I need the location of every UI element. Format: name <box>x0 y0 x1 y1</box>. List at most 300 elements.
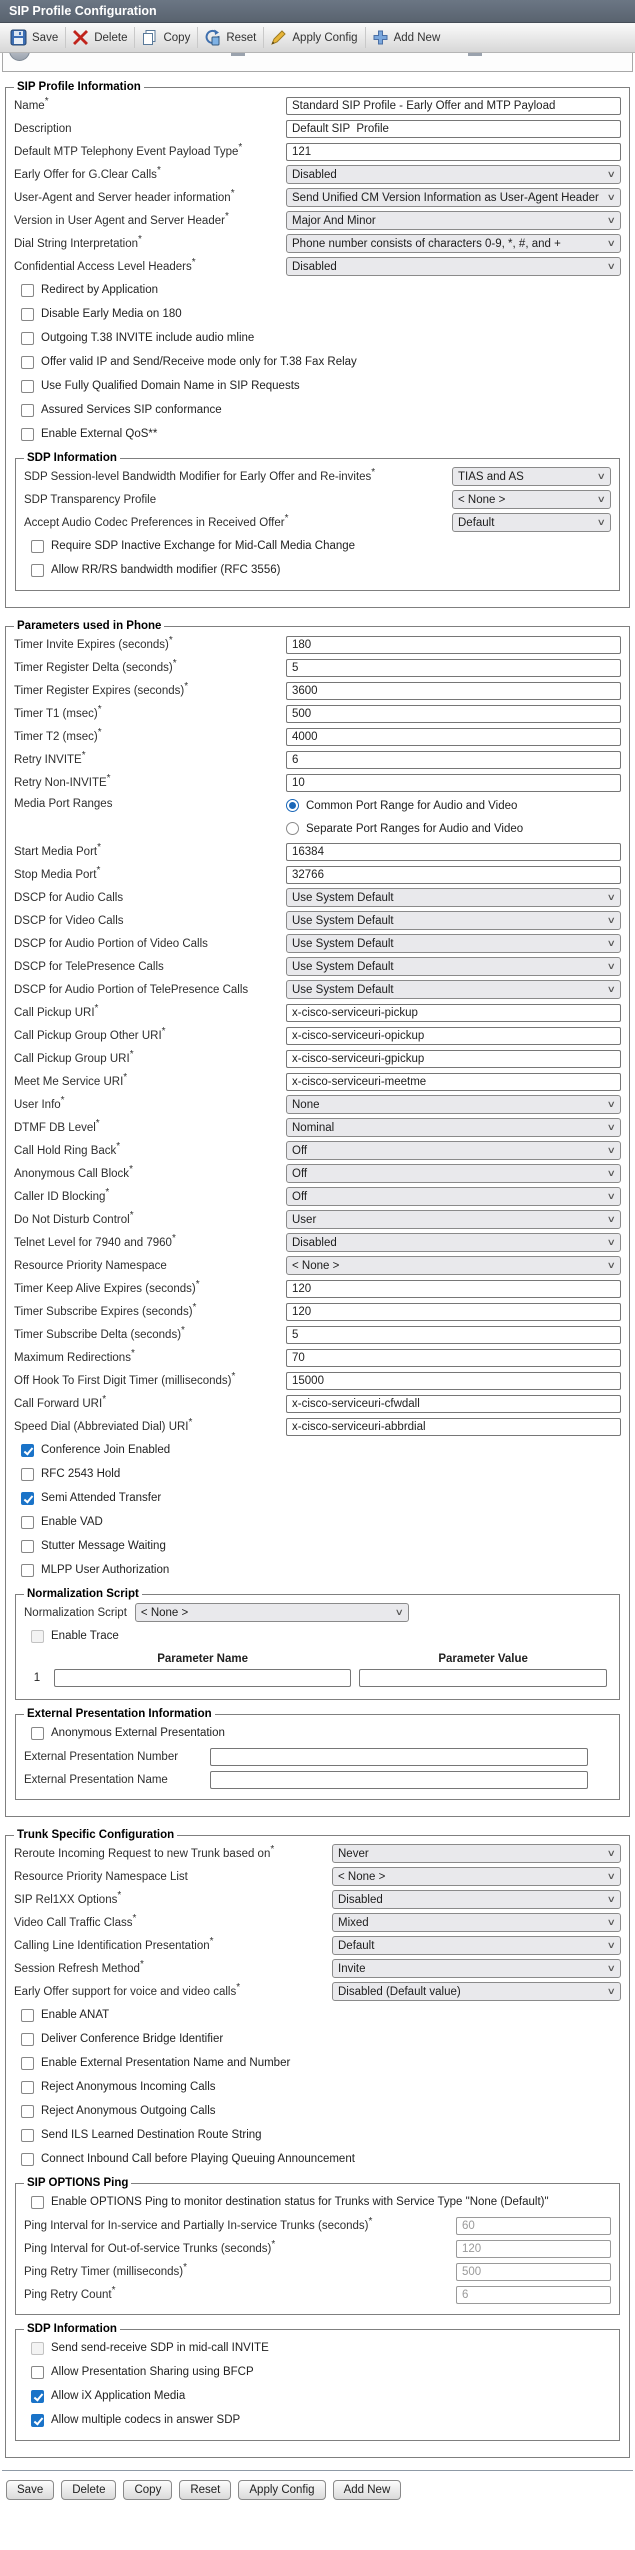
delete-button-bottom[interactable]: Delete <box>61 2480 116 2500</box>
field-label: Video Call Traffic Class* <box>14 1912 137 1929</box>
field-row <box>14 909 621 932</box>
field-label: Retry INVITE* <box>14 749 86 766</box>
speed-dial-abbreviated-dial-uri-input[interactable] <box>286 1418 621 1436</box>
semi-attended-transfer-checkbox[interactable] <box>21 1492 34 1505</box>
field-row <box>14 1300 621 1323</box>
timer-register-delta-seconds-input[interactable] <box>286 659 621 677</box>
timer-subscribe-expires-seconds-input[interactable] <box>286 1303 621 1321</box>
field-label: Media Port Ranges <box>14 798 113 810</box>
chevron-down-icon: ∨ <box>607 1260 617 1270</box>
select-value: Off <box>292 1167 308 1180</box>
section-normalization-script <box>15 1588 620 1700</box>
checkbox-row <box>14 398 621 422</box>
dscp-for-audio-portion-of-video-calls-select[interactable] <box>286 934 621 953</box>
send-ils-learned-destination-route-string-checkbox[interactable] <box>21 2129 34 2142</box>
field-row <box>14 1070 621 1093</box>
dscp-for-video-calls-select[interactable] <box>286 911 621 930</box>
off-hook-to-first-digit-timer-milliseconds-input[interactable] <box>286 1372 621 1390</box>
checkbox-row <box>14 1534 621 1558</box>
field-row <box>14 771 621 794</box>
chevron-down-icon: ∨ <box>607 1168 617 1178</box>
select-value: Never <box>338 1847 369 1860</box>
dtmf-db-level-select[interactable] <box>286 1118 621 1137</box>
chevron-down-icon: ∨ <box>607 1122 617 1132</box>
field-row <box>14 1162 621 1185</box>
checkbox-row <box>14 2123 621 2147</box>
field-row <box>14 886 621 909</box>
call-pickup-group-other-uri-input[interactable] <box>286 1027 621 1045</box>
checkbox-row <box>14 302 621 326</box>
reset-icon <box>204 29 221 46</box>
field-label: Call Pickup URI* <box>14 1002 99 1019</box>
disable-early-media-on-180-checkbox[interactable] <box>21 308 34 321</box>
checkbox-label: Send ILS Learned Destination Route String <box>41 2129 262 2141</box>
select-value: Disabled <box>292 168 337 181</box>
reset-label: Reset <box>226 31 257 44</box>
reroute-incoming-request-to-new-trunk-based-on-select[interactable] <box>332 1844 621 1863</box>
checkbox-row <box>24 2384 611 2408</box>
confidential-access-level-headers-select[interactable] <box>286 257 621 276</box>
checkbox-label: Reject Anonymous Incoming Calls <box>41 2081 216 2093</box>
field-row <box>14 1415 621 1438</box>
checkbox-label: Enable External Presentation Name and Number <box>41 2057 291 2069</box>
field-label: Speed Dial (Abbreviated Dial) URI* <box>14 1416 193 1433</box>
session-refresh-method-select[interactable] <box>332 1959 621 1978</box>
select-value: < None > <box>458 493 506 506</box>
call-forward-uri-input[interactable] <box>286 1395 621 1413</box>
checkbox-label: Allow Presentation Sharing using BFCP <box>51 2366 254 2378</box>
field-label: SIP Rel1XX Options* <box>14 1889 122 1906</box>
checkbox-label: Allow iX Application Media <box>51 2390 186 2402</box>
field-label: Do Not Disturb Control* <box>14 1209 134 1226</box>
field-label: Resource Priority Namespace <box>14 1259 167 1272</box>
timer-t1-msec-input[interactable] <box>286 705 621 723</box>
dscp-for-telepresence-calls-select[interactable] <box>286 957 621 976</box>
checkbox-label: Conference Join Enabled <box>41 1444 171 1456</box>
checkbox-label: Enable External QoS** <box>41 428 158 440</box>
checkbox-row <box>24 558 611 582</box>
field-label: Call Pickup Group Other URI* <box>14 1025 166 1042</box>
field-label: Call Hold Ring Back* <box>14 1140 121 1157</box>
caller-id-blocking-select[interactable] <box>286 1187 621 1206</box>
select-value: Send Unified CM Version Information as User-Agent Header <box>292 191 599 204</box>
field-label: DSCP for Audio Portion of TelePresence Calls <box>14 983 249 996</box>
section-legend: Trunk Specific Configuration <box>17 1829 175 1841</box>
chevron-down-icon: ∨ <box>607 169 617 179</box>
anonymous-external-presentation-checkbox[interactable] <box>31 1727 44 1740</box>
field-row <box>14 1254 621 1277</box>
checkbox-row <box>14 2147 621 2171</box>
meet-me-service-uri-input[interactable] <box>286 1073 621 1091</box>
select-value: Default <box>458 516 495 529</box>
timer-keep-alive-expires-seconds-input[interactable] <box>286 1280 621 1298</box>
radio-group-row <box>14 794 621 840</box>
field-row <box>14 186 621 209</box>
conference-join-enabled-checkbox[interactable] <box>21 1444 34 1457</box>
footer-buttons <box>0 2471 635 2509</box>
chevron-down-icon: ∨ <box>607 261 617 271</box>
field-label: Call Forward URI* <box>14 1393 107 1410</box>
select-value: TIAS and AS <box>458 470 524 483</box>
common-port-range-for-audio-and-video-radio[interactable] <box>286 799 299 812</box>
field-label: SDP Session-level Bandwidth Modifier for Early Offer and Re-invites* <box>24 466 376 483</box>
field-row <box>14 1185 621 1208</box>
field-label: Confidential Access Level Headers* <box>14 256 196 273</box>
checkbox-label: Enable OPTIONS Ping to monitor destination status for Trunks with Service Type "None (Default)" <box>51 2196 549 2208</box>
call-pickup-group-uri-input[interactable] <box>286 1050 621 1068</box>
select-value: Use System Default <box>292 983 394 996</box>
sdp-transparency-profile-select[interactable] <box>452 490 611 509</box>
normalization-script-select[interactable] <box>135 1603 409 1622</box>
chevron-down-icon: ∨ <box>607 1894 617 1904</box>
checkbox-row <box>14 2099 621 2123</box>
chevron-down-icon: ∨ <box>597 494 607 504</box>
call-pickup-uri-input[interactable] <box>286 1004 621 1022</box>
connect-inbound-call-before-playing-queuing-anno-checkbox[interactable] <box>21 2153 34 2166</box>
copy-button-bottom[interactable]: Copy <box>123 2480 172 2500</box>
field-label: Description <box>14 122 72 135</box>
chevron-down-icon: ∨ <box>394 1607 405 1617</box>
field-label: DSCP for Video Calls <box>14 914 124 927</box>
add-new-label: Add New <box>393 31 441 44</box>
section-legend: SIP OPTIONS Ping <box>27 2177 129 2189</box>
field-row <box>24 2237 611 2260</box>
field-label: Timer T2 (msec)* <box>14 726 102 743</box>
timer-register-expires-seconds-input[interactable] <box>286 682 621 700</box>
sip-rel1xx-options-select[interactable] <box>332 1890 621 1909</box>
field-label: Name* <box>14 95 49 112</box>
user-info-select[interactable] <box>286 1095 621 1114</box>
user-agent-and-server-header-information-select[interactable] <box>286 188 621 207</box>
parameter-name-input[interactable] <box>54 1669 351 1687</box>
checkbox-row <box>14 1438 621 1462</box>
field-label: Maximum Redirections* <box>14 1347 135 1364</box>
select-value: Mixed <box>338 1916 369 1929</box>
select-value: Nominal <box>292 1121 335 1134</box>
field-row <box>14 1980 621 2003</box>
select-value: Invite <box>338 1962 366 1975</box>
field-label: Timer Subscribe Delta (seconds)* <box>14 1324 185 1341</box>
field-label: Timer Register Delta (seconds)* <box>14 657 177 674</box>
save-button[interactable] <box>6 27 66 48</box>
field-row <box>14 140 621 163</box>
enable-options-ping-to-monitor-destination-statu-checkbox[interactable] <box>31 2196 44 2209</box>
video-call-traffic-class-select[interactable] <box>332 1913 621 1932</box>
mlpp-user-authorization-checkbox[interactable] <box>21 1564 34 1577</box>
checkbox-row <box>14 1510 621 1534</box>
field-label: User Info* <box>14 1094 65 1111</box>
checkbox-row <box>14 278 621 302</box>
field-label: Start Media Port* <box>14 841 101 858</box>
early-offer-for-g-clear-calls-select[interactable] <box>286 165 621 184</box>
select-value: Disabled <box>338 1893 383 1906</box>
enable-vad-checkbox[interactable] <box>21 1516 34 1529</box>
add-new-button-bottom[interactable]: Add New <box>333 2480 402 2500</box>
field-label: DSCP for TelePresence Calls <box>14 960 164 973</box>
field-label: User-Agent and Server header information* <box>14 187 235 204</box>
description-input[interactable] <box>286 120 621 138</box>
checkbox-row <box>14 1558 621 1582</box>
field-row <box>14 94 621 117</box>
call-hold-ring-back-select[interactable] <box>286 1141 621 1160</box>
section-sdp-information-trunk <box>15 2323 620 2441</box>
dscp-for-audio-calls-select[interactable] <box>286 888 621 907</box>
enable-anat-checkbox[interactable] <box>21 2009 34 2022</box>
retry-invite-input[interactable] <box>286 751 621 769</box>
parameter-row <box>24 1667 611 1689</box>
save-button-bottom[interactable]: Save <box>6 2480 54 2500</box>
clipped-icon <box>9 53 30 61</box>
field-row <box>14 955 621 978</box>
send-send-receive-sdp-in-mid-call-invite-checkbox[interactable] <box>31 2342 44 2355</box>
reset-button[interactable] <box>200 27 264 48</box>
copy-icon <box>141 29 158 46</box>
sdp-session-level-bandwidth-modifier-for-early-o-select[interactable] <box>452 467 611 486</box>
outgoing-t-38-invite-include-audio-mline-checkbox[interactable] <box>21 332 34 345</box>
save-label: Save <box>32 31 59 44</box>
do-not-disturb-control-select[interactable] <box>286 1210 621 1229</box>
field-row <box>14 1346 621 1369</box>
select-value: < None > <box>140 1606 189 1619</box>
checkbox-row <box>14 2051 621 2075</box>
apply-config-button-bottom[interactable]: Apply Config <box>238 2480 325 2500</box>
checkbox-row <box>14 326 621 350</box>
field-row <box>14 1024 621 1047</box>
apply-config-button[interactable] <box>266 27 365 48</box>
field-label: Reroute Incoming Request to new Trunk based on* <box>14 1843 275 1860</box>
reject-anonymous-outgoing-calls-checkbox[interactable] <box>21 2105 34 2118</box>
checkbox-row <box>14 350 621 374</box>
copy-label: Copy <box>163 31 191 44</box>
field-label: Telnet Level for 7940 and 7960* <box>14 1232 176 1249</box>
chevron-down-icon: ∨ <box>607 1940 617 1950</box>
select-value: Disabled (Default value) <box>338 1985 461 1998</box>
deliver-conference-bridge-identifier-checkbox[interactable] <box>21 2033 34 2046</box>
select-value: Off <box>292 1144 308 1157</box>
chevron-down-icon: ∨ <box>607 938 617 948</box>
stutter-message-waiting-checkbox[interactable] <box>21 1540 34 1553</box>
field-label: DTMF DB Level* <box>14 1117 100 1134</box>
field-row <box>14 1865 621 1888</box>
default-mtp-telephony-event-payload-type-input[interactable] <box>286 143 621 161</box>
section-parameters-used-in-phone <box>5 620 630 1817</box>
radio-option <box>286 817 621 840</box>
timer-subscribe-delta-seconds-input[interactable] <box>286 1326 621 1344</box>
add-new-button[interactable] <box>368 27 448 48</box>
early-offer-support-for-voice-and-video-calls-select[interactable] <box>332 1982 621 2001</box>
enable-trace-checkbox[interactable] <box>31 1630 44 1643</box>
ping-retry-timer-milliseconds-input[interactable] <box>456 2263 611 2281</box>
require-sdp-inactive-exchange-for-mid-call-media-checkbox[interactable] <box>31 540 44 553</box>
chevron-down-icon: ∨ <box>607 1099 617 1109</box>
checkbox-row <box>24 1624 611 1648</box>
field-label: Anonymous Call Block* <box>14 1163 133 1180</box>
chevron-down-icon: ∨ <box>607 1871 617 1881</box>
use-fully-qualified-domain-name-in-sip-requests-checkbox[interactable] <box>21 380 34 393</box>
checkbox-row <box>14 1462 621 1486</box>
allow-multiple-codecs-in-answer-sdp-checkbox[interactable] <box>31 2414 44 2427</box>
retry-non-invite-input[interactable] <box>286 774 621 792</box>
field-row <box>14 1093 621 1116</box>
select-value: < None > <box>338 1870 386 1883</box>
field-label: External Presentation Number <box>24 1750 179 1763</box>
field-row <box>14 1392 621 1415</box>
field-label: Default MTP Telephony Event Payload Type* <box>14 141 243 158</box>
parameter-table <box>24 1651 611 1689</box>
resource-priority-namespace-select[interactable] <box>286 1256 621 1275</box>
checkbox-label: Allow multiple codecs in answer SDP <box>51 2414 241 2426</box>
field-row <box>14 1957 621 1980</box>
field-row <box>14 656 621 679</box>
accept-audio-codec-preferences-in-received-offer-select[interactable] <box>452 513 611 532</box>
chevron-down-icon: ∨ <box>607 1986 617 1996</box>
ping-interval-for-out-of-service-trunks-seconds-input[interactable] <box>456 2240 611 2258</box>
field-row <box>24 1745 611 1768</box>
chevron-down-icon: ∨ <box>607 1237 617 1247</box>
chevron-down-icon: ∨ <box>607 915 617 925</box>
reset-button-bottom[interactable]: Reset <box>179 2480 231 2500</box>
start-media-port-input[interactable] <box>286 843 621 861</box>
field-row <box>14 633 621 656</box>
checkbox-row <box>14 374 621 398</box>
field-label: Stop Media Port* <box>14 864 101 881</box>
field-label: Session Refresh Method* <box>14 1958 144 1975</box>
name-input[interactable] <box>286 97 621 115</box>
delete-button[interactable] <box>68 27 135 48</box>
external-presentation-number-input[interactable] <box>210 1748 588 1766</box>
enable-external-qos-checkbox[interactable] <box>21 428 34 441</box>
checkbox-row <box>14 2003 621 2027</box>
field-row <box>14 978 621 1001</box>
copy-button[interactable] <box>137 27 198 48</box>
offer-valid-ip-and-send-receive-mode-only-for-t--checkbox[interactable] <box>21 356 34 369</box>
ping-retry-count-input[interactable] <box>456 2286 611 2304</box>
telnet-level-for-7940-and-7960-select[interactable] <box>286 1233 621 1252</box>
field-row <box>24 488 611 511</box>
field-label: DSCP for Audio Calls <box>14 891 124 904</box>
resource-priority-namespace-list-select[interactable] <box>332 1867 621 1886</box>
checkbox-label: Reject Anonymous Outgoing Calls <box>41 2105 216 2117</box>
checkbox-row <box>24 1721 611 1745</box>
field-label: Early Offer support for voice and video calls* <box>14 1981 241 1998</box>
chevron-down-icon: ∨ <box>597 517 607 527</box>
field-row <box>14 932 621 955</box>
chevron-down-icon: ∨ <box>597 471 607 481</box>
field-row <box>14 1208 621 1231</box>
timer-t2-msec-input[interactable] <box>286 728 621 746</box>
field-row <box>14 1047 621 1070</box>
section-legend: SDP Information <box>27 2323 117 2335</box>
checkbox-label: Enable VAD <box>41 1516 103 1528</box>
select-value: Phone number consists of characters 0-9, *, #, and + <box>292 237 561 250</box>
checkbox-label: Allow RR/RS bandwidth modifier (RFC 3556) <box>51 564 281 576</box>
ping-interval-for-in-service-and-partially-in-se-input[interactable] <box>456 2217 611 2235</box>
field-row <box>14 1934 621 1957</box>
field-row <box>14 748 621 771</box>
select-value: < None > <box>292 1259 340 1272</box>
field-row <box>24 1768 611 1791</box>
field-label: Off Hook To First Digit Timer (milliseconds)* <box>14 1370 236 1387</box>
field-row <box>14 163 621 186</box>
field-row <box>14 1911 621 1934</box>
field-label: External Presentation Name <box>24 1773 168 1786</box>
separate-port-ranges-for-audio-and-video-radio[interactable] <box>286 822 299 835</box>
delete-icon <box>72 29 89 46</box>
checkbox-label: Use Fully Qualified Domain Name in SIP Requests <box>41 380 300 392</box>
reject-anonymous-incoming-calls-checkbox[interactable] <box>21 2081 34 2094</box>
allow-presentation-sharing-using-bfcp-checkbox[interactable] <box>31 2366 44 2379</box>
dial-string-interpretation-select[interactable] <box>286 234 621 253</box>
chevron-down-icon: ∨ <box>607 238 617 248</box>
radio-label: Separate Port Ranges for Audio and Video <box>306 822 524 835</box>
field-row <box>24 2260 611 2283</box>
field-row <box>24 465 611 488</box>
chevron-down-icon: ∨ <box>607 1848 617 1858</box>
checkbox-label: Semi Attended Transfer <box>41 1492 162 1504</box>
field-label: Calling Line Identification Presentation* <box>14 1935 214 1952</box>
dscp-for-audio-portion-of-telepresence-calls-select[interactable] <box>286 980 621 999</box>
checkbox-label: MLPP User Authorization <box>41 1564 170 1576</box>
maximum-redirections-input[interactable] <box>286 1349 621 1367</box>
checkbox-label: Anonymous External Presentation <box>51 1727 225 1739</box>
assured-services-sip-conformance-checkbox[interactable] <box>21 404 34 417</box>
external-presentation-name-input[interactable] <box>210 1771 588 1789</box>
clipped-icon <box>468 53 482 56</box>
calling-line-identification-presentation-select[interactable] <box>332 1936 621 1955</box>
checkbox-label: Disable Early Media on 180 <box>41 308 182 320</box>
anonymous-call-block-select[interactable] <box>286 1164 621 1183</box>
checkbox-row <box>24 534 611 558</box>
field-label: Caller ID Blocking* <box>14 1186 110 1203</box>
clipped-toolbar-row <box>2 53 633 72</box>
checkbox-label: Assured Services SIP conformance <box>41 404 222 416</box>
checkbox-row <box>24 2360 611 2384</box>
form-area <box>0 72 635 2458</box>
field-row <box>14 117 621 140</box>
stop-media-port-input[interactable] <box>286 866 621 884</box>
field-label: Resource Priority Namespace List <box>14 1870 188 1883</box>
allow-rr-rs-bandwidth-modifier-rfc-3556-checkbox[interactable] <box>31 564 44 577</box>
field-row <box>14 1001 621 1024</box>
parameter-name-header: Parameter Name <box>157 1653 248 1665</box>
field-row <box>24 511 611 534</box>
parameter-value-input[interactable] <box>359 1669 607 1687</box>
chevron-down-icon: ∨ <box>607 192 617 202</box>
radio-label: Common Port Range for Audio and Video <box>306 799 518 812</box>
chevron-down-icon: ∨ <box>607 1963 617 1973</box>
rfc-2543-hold-checkbox[interactable] <box>21 1468 34 1481</box>
field-row <box>14 1369 621 1392</box>
select-value: Disabled <box>292 1236 337 1249</box>
redirect-by-application-checkbox[interactable] <box>21 284 34 297</box>
checkbox-label: Outgoing T.38 INVITE include audio mline <box>41 332 255 344</box>
allow-ix-application-media-checkbox[interactable] <box>31 2390 44 2403</box>
version-in-user-agent-and-server-header-select[interactable] <box>286 211 621 230</box>
select-value: Use System Default <box>292 937 394 950</box>
field-row <box>14 840 621 863</box>
chevron-down-icon: ∨ <box>607 1191 617 1201</box>
enable-external-presentation-name-and-number-checkbox[interactable] <box>21 2057 34 2070</box>
field-row <box>24 2283 611 2306</box>
timer-invite-expires-seconds-input[interactable] <box>286 636 621 654</box>
chevron-down-icon: ∨ <box>607 215 617 225</box>
select-value: Use System Default <box>292 914 394 927</box>
field-label: Retry Non-INVITE* <box>14 772 111 789</box>
checkbox-row <box>14 422 621 446</box>
parameter-value-header: Parameter Value <box>438 1653 528 1665</box>
field-label: Timer Subscribe Expires (seconds)* <box>14 1301 197 1318</box>
field-row <box>24 1601 611 1624</box>
